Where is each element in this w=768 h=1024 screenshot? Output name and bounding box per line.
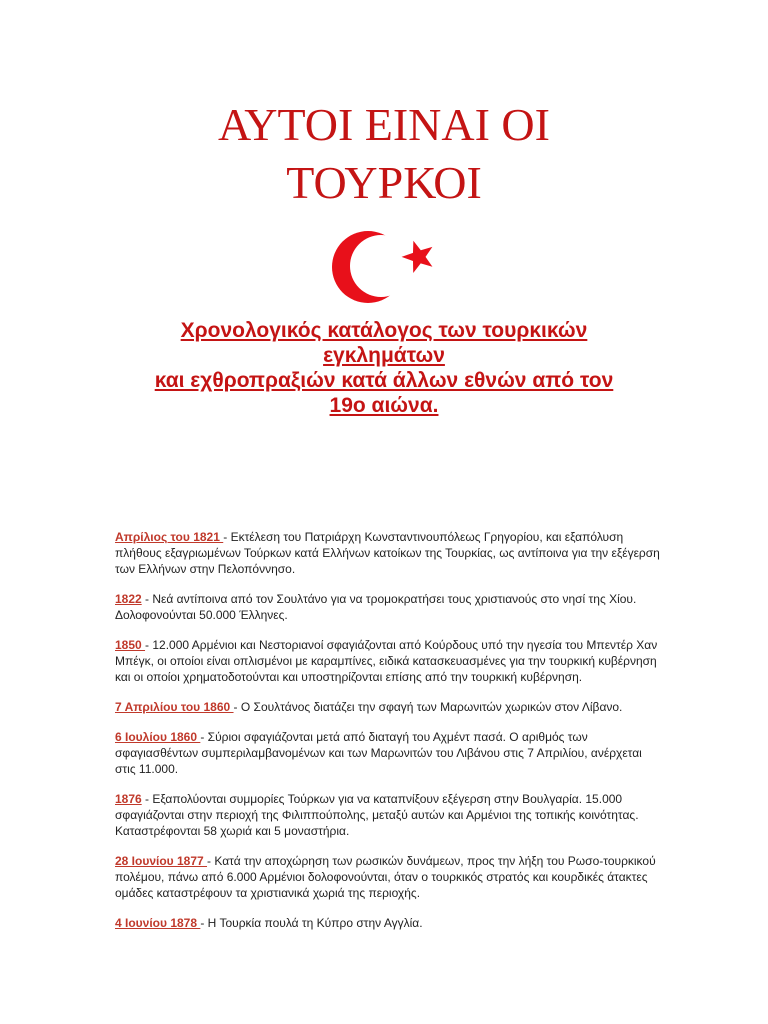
chronology-entry <box>115 915 660 931</box>
page-title-line-2: ΤΟΥΡΚΟΙ <box>286 157 482 208</box>
page-title <box>0 96 768 212</box>
entry-date-link[interactable]: 1876 <box>115 792 142 806</box>
entry-text: - Ο Σουλτάνος διατάζει την σφαγή των Μαρωνιτών χωρικών στον Λίβανο. <box>233 700 623 714</box>
entry-date-link[interactable]: 7 Απριλίου του 1860 <box>115 700 234 714</box>
subtitle-line-1: Χρονολογικός κατάλογος των τουρκικών <box>180 319 588 342</box>
entry-date-link[interactable]: 1850 <box>115 638 146 652</box>
entry-text: - Εκτέλεση του Πατριάρχη Κωνσταντινουπόλεως Γρηγορίου, και εξαπόλυση πλήθους εξαγριωμένων Τούρκων κατά Ελλήνων κατοίκων της Τουρκίας, ως αντίποινα για την εξέγερση των Ελλήνων στην Πελοπόννησο. <box>115 530 660 576</box>
entry-text: - Κατά την αποχώρηση των ρωσικών δυνάμεων, προς την λήξη του Ρωσο-τουρκικού πολέμου, πάνω από 6.000 Αρμένιοι δολοφονούνται, όταν ο τουρκικός στρατός και κουρδικές άτακτες ομάδες καταστρέφουν τα χριστιανικά χωριά της περιοχής. <box>115 854 656 900</box>
entry-text: - Η Τουρκία πουλά τη Κύπρο στην Αγγλία. <box>200 916 423 930</box>
entry-date-link[interactable]: 28 Ιουνίου 1877 <box>115 854 208 868</box>
chronology-entry <box>115 637 660 685</box>
chronology-entry <box>115 699 660 715</box>
entry-text: - Σύριοι σφαγιάζονται μετά από διαταγή του Αχμέντ πασά. Ο αριθμός των σφαγιασθέντων συμπεριλαμβανομένων και των Μαρωνιτών του Λιβάνου στις 7 Απριλίου, ανέρχεται στις 11.000. <box>115 730 642 776</box>
chronology-entry <box>115 853 660 901</box>
subtitle-line-4: 19ο αιώνα. <box>329 394 439 417</box>
document-subtitle <box>100 318 668 418</box>
subtitle-line-2: εγκλημάτων <box>323 344 445 367</box>
chronology-entry <box>115 591 660 623</box>
entry-date-link[interactable]: Απρίλιος του 1821 <box>115 530 224 544</box>
chronology-entry <box>115 529 660 577</box>
entry-text: - Νεά αντίποινα από τον Σουλτάνο για να τρομοκρατήσει τους χριστιανούς στο νησί της Χίου. Δολοφονούνται 50.000 Έλληνες. <box>115 592 637 622</box>
chronology-list <box>115 529 660 945</box>
chronology-entry <box>115 729 660 777</box>
entry-date-link[interactable]: 4 Ιουνίου 1878 <box>115 916 201 930</box>
entry-text: - 12.000 Αρμένιοι και Νεστοριανοί σφαγιάζονται από Κούρδους υπό την ηγεσία του Μπεντέρ Χαν Μπέγκ, οι οποίοι είναι οπλισμένοι με καραμπίνες, ειδικά κατασκευασμένες για την τουρκική κυβέρνηση και οι οποίοι χρηματοδοτούνται και υποστηρίζονται επίσης από την τουρκική κυβέρνηση. <box>115 638 658 684</box>
chronology-entry <box>115 791 660 839</box>
subtitle-line-3: και εχθροπραξιών κατά άλλων εθνών από τον <box>154 369 614 392</box>
crescent-star-icon <box>330 222 440 312</box>
entry-date-link[interactable]: 6 Ιουλίου 1860 <box>115 730 201 744</box>
entry-text: - Εξαπολύονται συμμορίες Τούρκων για να καταπνίξουν εξέγερση στην Βουλγαρία. 15.000 σφαγιάζονται στην περιοχή της Φιλιππούπολης, μεταξύ αυτών και Αρμένιοι της τοπικής κοινότητας. Καταστρέφονται 58 χωριά και 5 μοναστήρια. <box>115 792 639 838</box>
entry-date-link[interactable]: 1822 <box>115 592 142 606</box>
page-title-line-1: ΑΥΤΟΙ ΕΙΝΑΙ ΟΙ <box>218 99 550 150</box>
